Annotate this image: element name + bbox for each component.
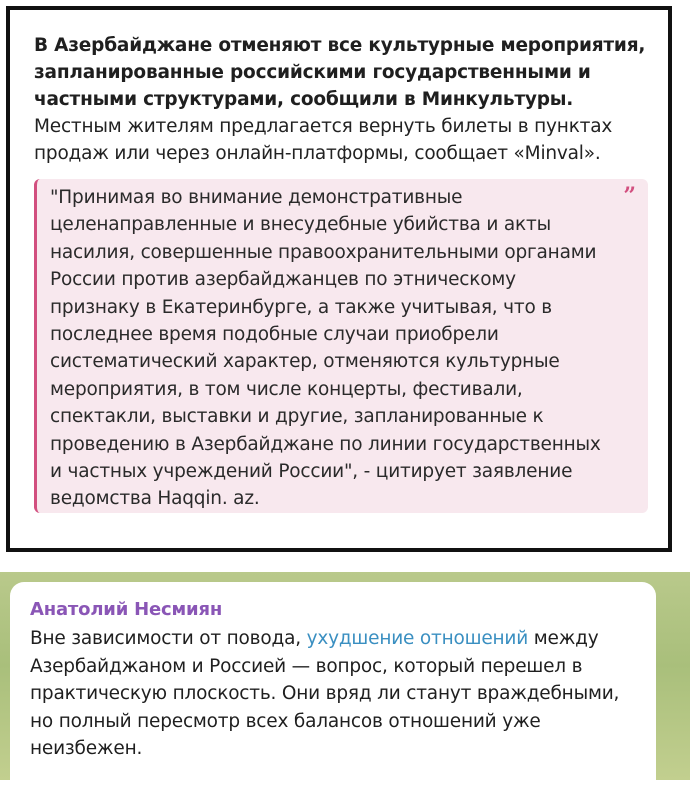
message-bubble [10,582,656,802]
chat-wallpaper [0,572,690,780]
message-text [30,625,636,763]
message-text-after: между Азербайджаном и Россией — вопрос, который перешел в практическую плоскость. Они вряд ли станут враждебными, но полный пересмотр всех балансов отношений уже неизбежен. [30,628,620,760]
post-content [34,32,648,513]
post-headline: В Азербайджане отменяют все культурные мероприятия, запланированные российскими государственными и частными структурами, сообщили в Минкультуры. [34,35,646,110]
message-link[interactable]: ухудшение отношений [306,628,529,649]
forwarded-post-frame [6,6,672,552]
post-lead: Местным жителям предлагается вернуть билеты в пунктах продаж или через онлайн-платформы, сообщает «Minval». [34,116,613,164]
quote-text: "Принимая во внимание демонстративные целенаправленные и внесудебные убийства и акты насилия, совершенные правоохранительными органами России против азербайджанцев по этническому признаку в Екатеринбурге, а также учитывая, что в последнее время подобные случаи приобрели систематический характер, отменяются культурные мероприятия, в том числе концерты, фестивали, спектакли, выставки и другие, запланированные к проведению в Азербайджане по линии государственных и частных учреждений России", - цитирует заявление ведомства Haqqin. az. [50,187,601,510]
message-author[interactable]: Анатолий Несмиян [30,599,223,620]
quote-mark-icon: ” [623,183,636,209]
message-text-before: Вне зависимости от повода, [30,628,307,649]
blockquote [34,179,648,513]
